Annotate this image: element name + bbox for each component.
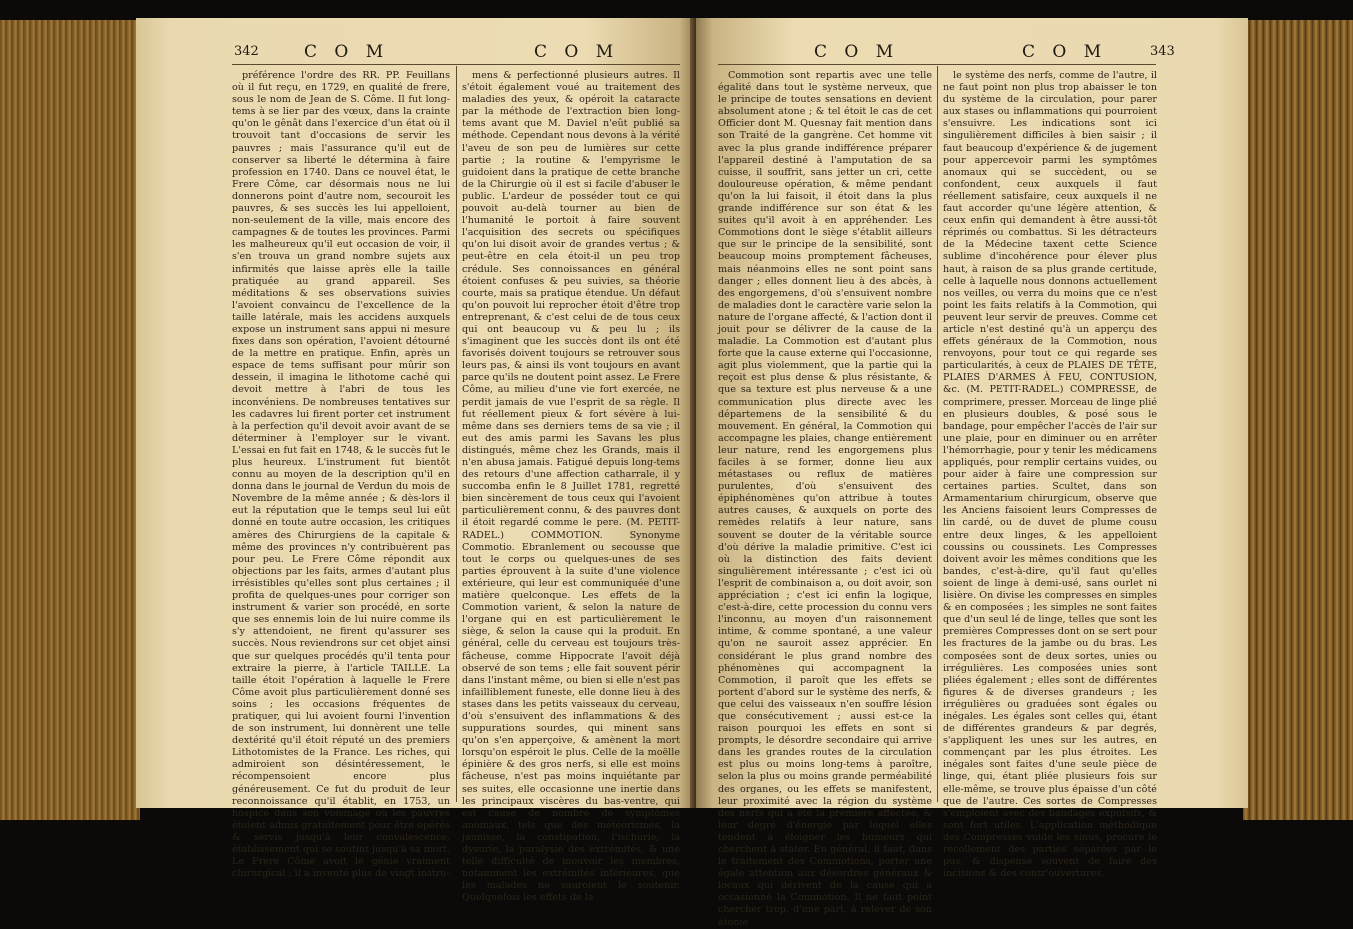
left-column-1-text: préférence l'ordre des RR. PP. Feuillans où il fut reçu, en 1729, en qualité de frere, sous le nom de Jean de S. Côme. Il fut long-tems à se lier par des vœux, dans la crainte qu'on le gênât dans l'exercice d'un état où il trouvoit tant d'occasions de servir les pauvres ; mais l'assurance qu'il eut de conserver sa liberté le détermina à faire profession en 1740. Dans ce nouvel état, le Frere Côme, car désormais nous ne lui donnerons point d'autre nom, secouroit les pauvres, & ses succès les lui appelloient, non-seulement de la ville, mais encore des campagnes & de toutes les provinces. Parmi les malheureux qu'il eut occasion de voir, il s'en trouva un grand nombre sujets aux infirmités que laisse après elle la taille pratiquée au grand appareil. Ses méditations & ses observations suivies l'avoient convaincu de l'excellence de la taille latérale, mais les accidens auxquels expose un instrument sans appui ni mesure fixes dans son opération, l'avoient détourné de la mettre en pratique. Enfin, après un espace de tems suffisant pour mûrir son dessein, il imagina le lithotome caché qui devoit mettre à l'abri de tous les inconvéniens. De nombreuses tentatives sur les cadavres lui firent porter cet instrument à la perfection qu'il devoit avoir avant de se déterminer à l'employer sur le vivant. L'essai en fut fait en 1748, & le succès fut le plus heureux. L'instrument fut bientôt connu au moyen de la description qu'il en donna dans le journal de Verdun du mois de Novembre de la même année ; & dès-lors il eut la réputation que le temps seul lui eût donné en toute autre occasion, les critiques amères des Chirurgiens de la capitale & même des provinces n'y contribuèrent pas pour peu. Le Frere Côme répondit aux objections par les faits, armes d'autant plus irrésistibles qu'elles sont plus certaines ; il profita de quelques-unes pour corriger son instrument & varier son procédé, en sorte que ses ennemis loin de lui nuire comme ils s'y attendoient, ne firent qu'assurer ses succès. Nous reviendrons sur cet objet ainsi que sur quelques procédés qu'il tenta pour extraire la pierre, à l'article TAILLE. La taille étoit l'opération à laquelle le Frere Côme avoit plus particulièrement donné ses soins ; les occasions fréquentes de pratiquer, qui lui avoient fourni l'invention de son instrument, lui donnèrent une telle dextérité qu'il étoit réputé un des premiers Lithotomistes de la France. Les riches, qui admiroient son désintéressement, le récompensoient encore plus généreusement. Ce fut du produit de leur reconnoissance qu'il établit, en 1753, un hospice dans son voisinage où les pauvres étoient admis gratuitement pour être opérés & servis jusqu'à leur convalescence, établissement qui se soutint jusqu'à sa mort. Le Frere Côme avoit le génie vraiment chirurgical ; il a inventé plus de vingt instru- — [232, 70, 450, 880]
left-running-head-1: C O M — [304, 42, 390, 62]
right-header-rule — [718, 64, 1156, 65]
right-column-2 — [943, 70, 1157, 880]
right-column-1 — [718, 70, 932, 928]
right-running-head-2: C O M — [1022, 42, 1108, 62]
right-column-2-text: le système des nerfs, comme de l'autre, il ne faut point non plus trop abaisser le ton du système de la circulation, pour parer aux stases ou inflammations qui pourroient s'ensuivre. Les indications sont ici singulièrement difficiles à bien saisir ; il faut beaucoup d'expérience & de jugement pour appercevoir parmi les symptômes anomaux qui se succèdent, ou se confondent, ceux auxquels il faut réellement satisfaire, ceux auxquels il ne faut accorder qu'une légère attention, & ceux enfin qui demandent à être aussi-tôt réprimés ou combattus. Si les détracteurs de la Médecine taxent cette Science sublime d'incohérence pour élever plus haut, à raison de sa plus grande certitude, celle à laquelle nous donnons actuellement nos veilles, ou verra du moins que ce n'est point les faits relatifs à la Commotion, qui peuvent leur servir de preuves. Comme cet article n'est destiné qu'à un apperçu des effets généraux de la Commotion, nous renvoyons, pour tout ce qui regarde ses particularités, à ceux de PLAIES DE TÊTE, PLAIES D'ARMES À FEU, CONTUSION, &c. (M. PETIT-RADEL.) COMPRESSE, de comprimere, presser. Morceau de linge plié en plusieurs doubles, & posé sous le bandage, pour empêcher l'accès de l'air sur une plaie, pour en diminuer ou en arrêter l'hémorrhagie, pour y tenir les médicamens appliqués, pour remplir certains vuides, ou pour aider à faire une compression sur certaines parties. Scultet, dans son Armamentarium chirurgicum, observe que les Anciens faisoient leurs Compresses de lin cardé, ou de duvet de plume cousu entre deux linges, & les appelloient coussins ou coussinets. Les Compresses doivent avoir les mêmes conditions que les bandes, c'est-à-dire, qu'il faut qu'elles soient de linge à demi-usé, sans ourlet ni lisière. On divise les compresses en simples & en composées ; les simples ne sont faites que d'un seul lé de linge, telles que sont les premières Compresses dont on se sert pour les fractures de la jambe ou du bras. Les composées sont de deux sortes, unies ou irrégulières. Les composées unies sont pliées également ; elles sont de différentes figures & de diverses grandeurs ; les irrégulières ou graduées sont égales ou inégales. Les égales sont celles qui, étant de différentes grandeurs & par degrés, s'appliquent les unes sur les autres, en commençant par les plus étroites. Les inégales sont faites d'une seule pièce de linge, qui, étant pliée plusieurs fois sur elle-même, se trouve plus épaisse d'un côté que de l'autre. Ces sortes de Compresses s'emploient avec des bandages expulsifs, & sont fort utiles. L'application méthodique des Compresses vuide les sinus, procure le recollement des parties séparées par le pus, & dispense souvent de faire des incisions & des contr'ouvertures. — [943, 70, 1157, 880]
left-running-head-2: C O M — [534, 42, 620, 62]
left-column-divider — [456, 66, 457, 802]
right-page-edges — [1243, 20, 1353, 820]
left-page-number: 342 — [234, 44, 259, 59]
left-page-edges — [0, 20, 140, 820]
right-column-divider — [937, 66, 938, 802]
right-page-number: 343 — [1150, 44, 1175, 59]
left-column-2 — [462, 70, 681, 904]
left-column-1 — [232, 70, 450, 880]
right-page — [696, 18, 1248, 928]
left-column-2-text: mens & perfectionné plusieurs autres. Il s'étoit également voué au traitement des maladies des yeux, & opéroit la cataracte par la méthode de l'extraction bien long-tems avant que M. Daviel n'eût publié sa méthode. Cependant nous devons à la vérité l'aveu de son peu de lumières sur cette partie ; la routine & l'empyrisme le guidoient dans la pratique de cette branche de la Chirurgie où il est si facile d'abuser le public. L'ardeur de posséder tout ce qui pouvoit au-delà tourner au bien de l'humanité le portoit à faire souvent l'acquisition des secrets ou spécifiques qu'on lui disoit avoir de grandes vertus ; & peut-être en cela étoit-il un peu trop crédule. Ses connoissances en général étoient confuses & peu suivies, sa théorie courte, mais sa pratique étendue. Un défaut qu'on pouvoit lui reprocher étoit d'être trop entreprenant, & c'est celui de de tous ceux qui ont beaucoup vu & peu lu ; ils s'imaginent que les succès dont ils ont été favorisés doivent toujours se retrouver sous leurs pas, & ainsi ils vont toujours en avant parce qu'ils ne doutent point assez. Le Frere Côme, au milieu d'une vie fort exercée, ne perdit jamais de vue l'esprit de sa règle. Il fut réellement pieux & fort sévère à lui-même dans ses derniers tems de sa vie ; il eut des amis parmi les Savans les plus distingués, même chez les Grands, mais il n'en abusa jamais. Fatigué depuis long-tems des retours d'une affection catharrale, il y succomba enfin le 8 Juillet 1781, regretté bien sincèrement de tous ceux qui l'avoient particulièrement connu, & des pauvres dont il étoit regardé comme le pere. (M. PETIT-RADEL.) COMMOTION. Synonyme Commotio. Ebranlement ou secousse que tout le corps ou quelques-unes de ses parties éprouvent à la suite d'une violence extérieure, qui leur est communiquée d'une matière quelconque. Les effets de la Commotion varient, & selon la nature de l'organe qui en est particulièrement le siège, & selon la cause qui la produit. En général, celle du cerveau est toujours très-fâcheuse, comme Hippocrate l'avoit déjà observé de son tems ; elle fait souvent périr dans l'instant même, ou bien si elle n'est pas infailliblement funeste, elle donne lieu à des stases dans les petits vaisseaux du cerveau, d'où s'ensuivent des inflammations & des suppurations sourdes, qui minent sans qu'on s'en apperçoive, & amènent la mort lorsqu'on espéroit le plus. Celle de la moëlle épinière & des gros nerfs, si elle est moins fâcheuse, n'est pas moins inquiétante par ses suites, elle occasionne une inertie dans les principaux viscères du bas-ventre, qui est cause de nombre de symptômes anomaux, tels que des météorismes, la jaunisse, la constipation, l'ischurie, la dysurie, la paralysie des extrémités, & une telle difficulté de mouvoir les membres, notamment les extrémités inférieures, que les malades ne sauroient le soutenir. Quelquefois les effets de la — [462, 70, 681, 904]
left-header-rule — [232, 64, 680, 65]
left-page — [136, 18, 696, 904]
right-column-1-text: Commotion sont repartis avec une telle égalité dans tout le système nerveux, que le principe de toutes sensations en devient absolument atone ; & tel étoit le cas de cet Officier dont M. Quesnay fait mention dans son Traité de la gangrène. Cet homme vit avec la plus grande indifférence préparer l'appareil destiné à l'amputation de sa cuisse, il souffrit, sans jetter un cri, cette douloureuse opération, & même pendant qu'on la lui faisoit, il étoit dans la plus grande indifférence sur son état & les suites qu'il avoit à en appréhender. Les Commotions dont le siège s'établit ailleurs que sur le principe de la sensibilité, sont beaucoup moins promptement fâcheuses, mais néanmoins elles ne sont point sans danger ; elles donnent lieu à des abcès, à des engorgemens, d'où s'ensuivent nombre de maladies dont le caractère varie selon la nature de l'organe affecté, & l'action dont il jouit pour se délivrer de la cause de la maladie. La Commotion est d'autant plus forte que la cause externe qui l'occasionne, agit plus violemment, que la partie qui la reçoit est plus dense & plus résistante, & que sa texture est plus nerveuse & a une communication plus directe avec les départemens de la sensibilité & du mouvement. En général, la Commotion qui accompagne les plaies, change entièrement leur nature, rend les engorgemens plus faciles à se former, donne lieu aux métastases ou reflux de matières purulentes, d'où s'ensuivent des épiphénomènes qu'on attribue à toutes autres causes, & auxquels on porte des remèdes relatifs à leur nature, sans souvent se douter de la véritable source d'où dérive la maladie primitive. C'est ici où la distinction des faits devient singulièrement intéressante ; c'est ici où l'esprit de combinaison a, ou doit avoir, son appréciation ; c'est ici enfin la logique, c'est-à-dire, cette procession du connu vers l'inconnu, au moyen d'un raisonnement intime, & comme spontané, a une valeur qu'on ne sauroit assez apprécier. En considérant le plus grand nombre des phénomènes qui accompagnent la Commotion, il paroît que les effets se portent d'abord sur le système des nerfs, & que celui des vaisseaux n'en souffre lésion que consécutivement ; aussi est-ce la raison pourquoi les effets en sont si prompts, le désordre secondaire qui arrive dans les grandes routes de la circulation est plus ou moins long-tems à paroître, selon la plus ou moins grande perméabilité des organes, ou les effets se manifestent, leur proximité avec la région du système des nerfs qui a été la première affectée, & leur degré d'énergie par lequel elles tendent à éloigner les humeurs qui cherchent à stater. En général, il faut, dans le traitement des Commotions, porter une égale attention aux désordres généraux & locaux qui dérivent de la cause qui a occasionné la Commotion. Il ne faut point chercher trop, d'une part, à relever de son atonie — [718, 70, 932, 928]
right-running-head-1: C O M — [814, 42, 900, 62]
